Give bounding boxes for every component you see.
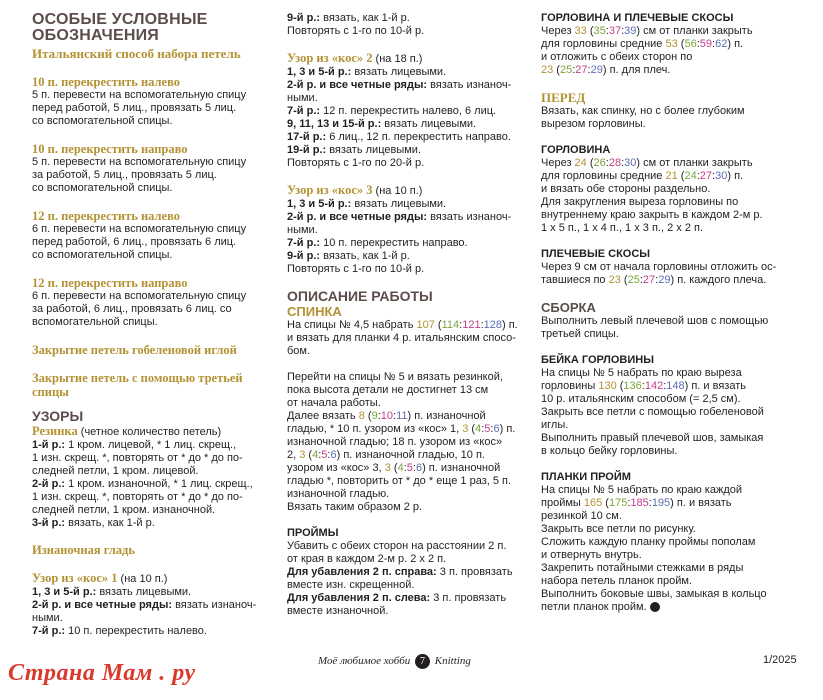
text-line: 9, 11, 13 и 15-й р.: вязать лицевыми. <box>287 118 477 130</box>
text-line: 7-й р.: 10 п. перекрестить налево. <box>32 625 207 637</box>
watermark-logo: Страна Мам . ру <box>8 660 196 686</box>
text-line: 2-й р. и все четные ряды: вязать изнаноч- <box>287 211 512 223</box>
text-line: Перейти на спицы № 5 и вязать резинкой, <box>287 371 503 383</box>
patterns-title: УЗОРЫ <box>32 408 84 424</box>
text-line: ными. <box>32 612 63 624</box>
text-line: Выполнить левый плечевой шов с помощью <box>541 315 769 327</box>
rib-heading: Резинка (четное количество петель) <box>32 424 222 438</box>
text-line: Повторять с 1-го по 10-й р. <box>287 263 425 275</box>
third-needle-bindoff: Закрытие петель с помощью третьей спицы <box>32 371 243 399</box>
text-line: 1, 3 и 5-й р.: вязать лицевыми. <box>287 198 447 210</box>
back-p3 <box>287 410 527 514</box>
cables3-lines <box>287 198 527 276</box>
work-description-title: ОПИСАНИЕ РАБОТЫ <box>287 288 433 304</box>
neck-shoulders-title: ГОРЛОВИНА И ПЛЕЧЕВЫЕ СКОСЫ <box>541 12 734 24</box>
neck-title: ГОРЛОВИНА <box>541 144 611 156</box>
text-line: пока высота детали не достигнет 13 см <box>287 384 489 396</box>
cables2-lines <box>287 66 527 170</box>
text-line: изнаночной гладью. <box>287 488 390 500</box>
cables1-continued <box>287 12 527 38</box>
text-line: изнаночной гладью; 18 п. узором из «кос» <box>287 436 503 448</box>
end-mark-icon <box>650 602 660 612</box>
text-line: 5 п. перевести на вспомогательную спицу <box>32 89 247 101</box>
text-line: Вязать, как спинку, но с более глубоким <box>541 105 745 117</box>
text-line: со вспомогательной спицы. <box>32 115 173 127</box>
text-line: 2-й р. и все четные ряды: вязать изнаноч- <box>32 599 257 611</box>
footer-magazine-title: Моё любимое хобби 7 Knitting <box>318 655 471 667</box>
text-line: за работой, 6 лиц., провязать 6 лиц. со <box>32 303 232 315</box>
assembly-lines <box>541 315 811 341</box>
text-line: от края в каждом 2-м р. 2 х 2 п. <box>287 553 447 565</box>
rib-lines <box>32 439 272 530</box>
text-line: Повторять с 1-го по 10-й р. <box>287 25 425 37</box>
cables2-heading: Узор из «кос» 2 (на 18 п.) <box>287 51 423 65</box>
front-lines <box>541 105 811 131</box>
text-line: со вспомогательной спицы. <box>32 182 173 194</box>
arm-right: Для убавления 2 п. справа: 3 п. провязать вместе изн. скрещенной. <box>287 566 513 591</box>
front-title: ПЕРЕД <box>541 90 586 105</box>
column-1 <box>32 0 272 638</box>
neck-text: Через 24 (26:28:30) см от планки закрыть для горловины средние 21 (24:27:30) п. и вязать обе стороны раздельно. Для закругления выреза горловины по внутреннему краю закрыть в каждом 2-м р. 1 х 5 п., 1 х 4 п., 1 х 3 п., 2 х 2 п. <box>541 157 763 234</box>
text-line: Далее вязать 8 (9:10:11) п. изнаночной <box>287 410 486 422</box>
neck-binding-title: БЕЙКА ГОРЛОВИНЫ <box>541 354 654 366</box>
text-line: вспомогательной спицы. <box>32 316 158 328</box>
text-line: 7-й р.: 12 п. перекрестить налево, 6 лиц. <box>287 105 497 117</box>
text-line: ными. <box>287 224 318 236</box>
shoulder-title: ПЛЕЧЕВЫЕ СКОСЫ <box>541 248 651 260</box>
text-line: узором из «кос» 3, 3 (4:5:6) п. изнаночной <box>287 462 501 474</box>
column-3 <box>541 0 811 614</box>
armbands-text: На спицы № 5 набрать по краю каждой проймы 165 (175:185:195) п. и вязать резинкой 10 см. Закрыть все петли по рисунку. Сложить каждую планку проймы пополам и отвернуть внутрь. Закрепить потайными стежками в ряды набора петель планок пройм. Выполнить боковые швы, замыкая в кольцо петли планок пройм. <box>541 484 767 613</box>
text-line: 3-й р.: вязать, как 1-й р. <box>32 517 155 529</box>
neck-shoulders-text: Через 33 (35:37:39) см от планки закрыть для горловины средние 53 (56:59:62) п. и отложить с обеих сторон по 23 (25:27:29) п. для плеч. <box>541 25 753 76</box>
text-line: 6 п. перевести на вспомогательную спицу <box>32 290 247 302</box>
text-line: следней петли, 1 кром. изнаночной. <box>32 504 216 516</box>
text-line: 1, 3 и 5-й р.: вязать лицевыми. <box>32 586 192 598</box>
text-line: третьей спицы. <box>541 328 619 340</box>
armholes-lines <box>287 540 527 566</box>
cables3-heading: Узор из «кос» 3 (на 10 п.) <box>287 183 423 197</box>
cables1-lines <box>32 586 272 638</box>
assembly-title: СБОРКА <box>541 300 596 315</box>
text-line: 9-й р.: вязать, как 1-й р. <box>287 12 410 24</box>
text-line: 7-й р.: 10 п. перекрестить направо. <box>287 237 468 249</box>
text-line: перед работой, 5 лиц., провязать 5 лиц. <box>32 102 237 114</box>
legend-item-heading: 12 п. перекрестить налево <box>32 209 180 223</box>
text-line: 2, 3 (4:5:6) п. изнаночной гладью, 10 п. <box>287 449 485 461</box>
text-line: 17-й р.: 6 лиц., 12 п. перекрестить направо. <box>287 131 511 143</box>
text-line: 2-й р. и все четные ряды: вязать изнаноч- <box>287 79 512 91</box>
text-line: гладью *, повторить от * до * еще 1 раз, 5 п. <box>287 475 512 487</box>
text-line: 1-й р.: 1 кром. лицевой, * 1 лиц. скрещ., <box>32 439 237 451</box>
footer-issue: 1/2025 <box>763 654 797 666</box>
back-p2 <box>287 371 527 410</box>
text-line: перед работой, 6 лиц., провязать 6 лиц. <box>32 236 237 248</box>
text-line: со вспомогательной спицы. <box>32 249 173 261</box>
legend-item-heading: 10 п. перекрестить направо <box>32 142 188 156</box>
text-line: 1 изн. скрещ. *, повторять от * до * до по- <box>32 452 243 464</box>
armbands-title: ПЛАНКИ ПРОЙМ <box>541 471 631 483</box>
text-line: вырезом горловины. <box>541 118 646 130</box>
shoulder-text: Через 9 см от начала горловины отложить ос- тавшиеся по 23 (25:27:29) п. каждого плеча. <box>541 261 777 286</box>
text-line: 9-й р.: вязать, как 1-й р. <box>287 250 410 262</box>
legend-title: ОСОБЫЕ УСЛОВНЫЕ ОБОЗНАЧЕНИЯ <box>32 11 208 44</box>
text-line: гладью, * 10 п. узором из «кос» 1, 3 (4:5:6) п. <box>287 423 516 435</box>
text-line: Вязать таким образом 2 р. <box>287 501 423 513</box>
text-line: ными. <box>287 92 318 104</box>
text-line: 5 п. перевести на вспомогательную спицу <box>32 156 247 168</box>
text-line: за работой, 5 лиц., провязать 5 лиц. <box>32 169 217 181</box>
purl-stitch: Изнаночная гладь <box>32 543 135 557</box>
text-line: 6 п. перевести на вспомогательную спицу <box>32 223 247 235</box>
italian-cast-on: Итальянский способ набора петель <box>32 46 241 61</box>
armholes-title: ПРОЙМЫ <box>287 527 339 539</box>
text-line: 1 изн. скрещ. *, повторять от * до * до по- <box>32 491 243 503</box>
neck-binding-text: На спицы № 5 набрать по краю выреза горловины 130 (136:142:148) п. и вязать 10 р. итальянским способом (= 2,5 см). Закрыть все петли с помощью гобеленовой иглы. Выполнить правый плечевой шов, замыкая в кольцо бейку горловины. <box>541 367 764 457</box>
text-line: следней петли, 1 кром. лицевой. <box>32 465 199 477</box>
text-line: Повторять с 1-го по 20-й р. <box>287 157 425 169</box>
gobelin-bindoff: Закрытие петель гобеленовой иглой <box>32 343 237 357</box>
legend-item-heading: 12 п. перекрестить направо <box>32 276 188 290</box>
arm-left: Для убавления 2 п. слева: 3 п. провязать вместе изнаночной. <box>287 592 507 617</box>
legend-item-heading: 10 п. перекрестить налево <box>32 75 180 89</box>
text-line: 1, 3 и 5-й р.: вязать лицевыми. <box>287 66 447 78</box>
text-line: Убавить с обеих сторон на расстоянии 2 п. <box>287 540 507 552</box>
back-title: СПИНКА <box>287 304 342 319</box>
legend-items <box>32 75 272 343</box>
back-p1: На спицы № 4,5 набрать 107 (114:121:128) п. и вязать для планки 4 р. итальянским спосо- бом. <box>287 319 518 357</box>
text-line: 19-й р.: вязать лицевыми. <box>287 144 422 156</box>
text-line: от начала работы. <box>287 397 381 409</box>
text-line: 2-й р.: 1 кром. изнаночной, * 1 лиц. скрещ., <box>32 478 253 490</box>
cables1-heading: Узор из «кос» 1 (на 10 п.) <box>32 571 168 585</box>
column-2 <box>287 0 527 618</box>
